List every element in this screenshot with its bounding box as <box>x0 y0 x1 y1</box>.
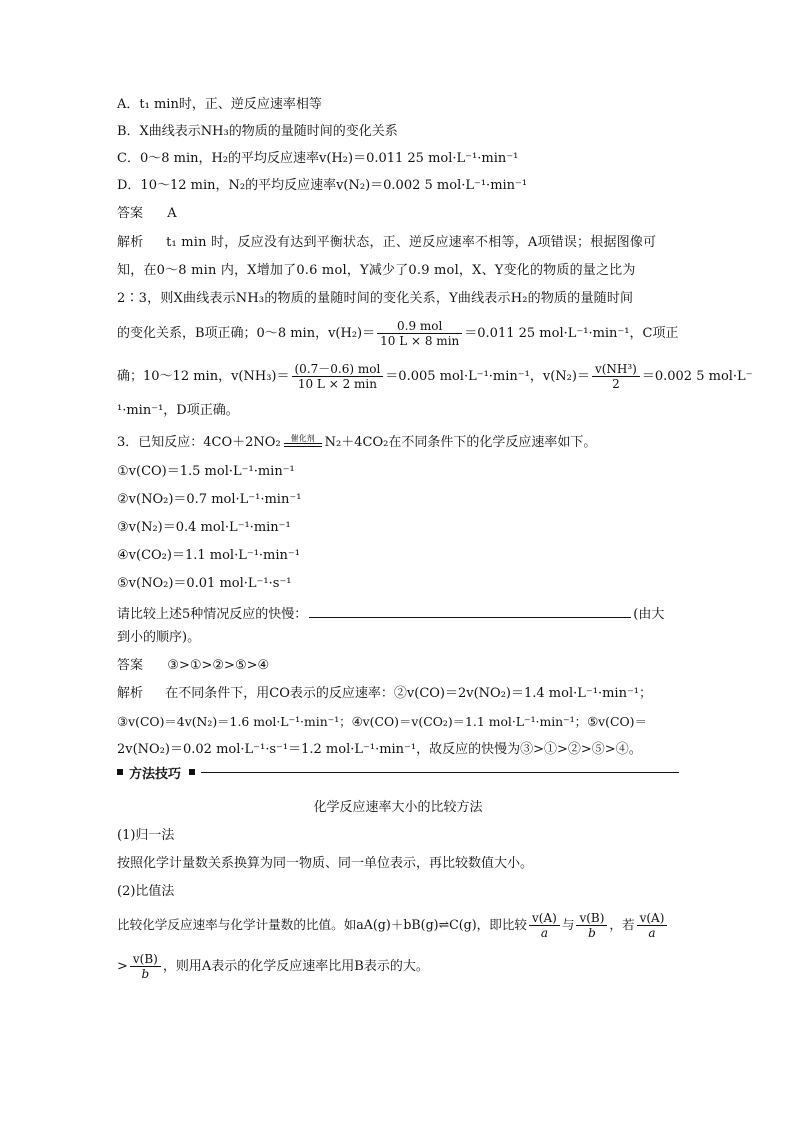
option-c: C．0～8 min，H₂的平均反应速率v(H₂)＝0.011 25 mol·L⁻¹·min⁻¹ <box>117 151 519 166</box>
fraction-numerator: 0.9 mol <box>377 319 462 334</box>
method-text: 与 <box>561 917 575 932</box>
q3-prompt <box>117 603 679 623</box>
rate-item-2: ②v(NO₂)＝0.7 mol·L⁻¹·min⁻¹ <box>117 492 302 507</box>
method-1-body: 按照化学计量数关系换算为同一物质、同一单位表示，再比较数值大小。 <box>117 856 534 871</box>
answer-label: 答案 <box>117 658 144 673</box>
q3-prompt-text: 请比较上述5种情况反应的快慢： <box>117 607 308 622</box>
fraction-numerator: (0.7－0.6) mol <box>292 362 384 377</box>
method-section-divider <box>117 763 679 783</box>
q3-prompt-text: (由大 <box>633 607 665 622</box>
fraction-denominator: 10 L × 2 min <box>297 377 377 391</box>
q3-analysis-line-3: 2v(NO₂)＝0.02 mol·L⁻¹·s⁻¹＝1.2 mol·L⁻¹·min⁻¹，故反应的快慢为③>①>②>⑤>④。 <box>117 742 642 757</box>
q2-analysis-line-5 <box>117 362 753 392</box>
section-label: 方法技巧 <box>129 767 182 782</box>
fraction-numerator: v(NH³) <box>592 362 640 377</box>
analysis-text: ＝0.002 5 mol·L⁻ <box>641 369 753 384</box>
method-text: ，则用A表示的化学反应速率比用B表示的大。 <box>162 959 429 974</box>
fraction-denominator: a <box>540 926 549 940</box>
analysis-label: 解析 <box>117 686 144 701</box>
q2-analysis-line-6: ¹·min⁻¹，D项正确。 <box>117 403 239 418</box>
fraction-denominator: 10 L × 8 min <box>380 334 460 348</box>
rate-item-1: ①v(CO)＝1.5 mol·L⁻¹·min⁻¹ <box>117 464 295 479</box>
fraction-numerator: v(B) <box>130 952 161 967</box>
fraction-nh3-rate <box>292 362 384 391</box>
q2-analysis-line-3: 2∶3，则X曲线表示NH₃的物质的量随时间的变化关系，Y曲线表示H₂的物质的量随时间 <box>117 291 634 306</box>
fraction-va-over-a <box>529 911 560 940</box>
fraction-denominator: b <box>588 926 596 940</box>
rate-item-5: ⑤v(NO₂)＝0.01 mol·L⁻¹·s⁻¹ <box>117 576 292 591</box>
method-2-body-cont <box>117 952 679 982</box>
divider-rule <box>201 772 679 773</box>
method-title: 化学反应速率大小的比较方法 <box>313 800 483 815</box>
method-text: > <box>117 959 128 974</box>
rate-item-3: ③v(N₂)＝0.4 mol·L⁻¹·min⁻¹ <box>117 520 291 535</box>
q3-analysis-line-1 <box>117 684 679 704</box>
q3-stem-text: 3．已知反应：4CO＋2NO₂ <box>117 435 281 450</box>
catalyst-arrow <box>284 433 322 450</box>
method-text: ，若 <box>609 917 635 932</box>
answer-blank[interactable] <box>309 603 631 618</box>
fraction-denominator: b <box>141 967 150 981</box>
q3-answer <box>117 656 679 676</box>
fraction-n2-rate <box>592 362 640 391</box>
q3-prompt-cont: 到小的顺序)。 <box>117 630 201 645</box>
fraction-denominator: 2 <box>612 377 620 391</box>
analysis-text: 的变化关系，B项正确；0～8 min，v(H₂)＝ <box>117 326 376 341</box>
analysis-text: 在不同条件下，用CO表示的反应速率：②v(CO)＝2v(NO₂)＝1.4 mol·L⁻¹·min⁻¹； <box>165 686 653 701</box>
answer-value: A <box>167 206 177 221</box>
q3-analysis-line-2: ③v(CO)＝4v(N₂)＝1.6 mol·L⁻¹·min⁻¹；④v(CO)＝v(CO₂)＝1.1 mol·L⁻¹·min⁻¹；⑤v(CO)＝ <box>117 714 647 729</box>
method-text: 比较化学反应速率与化学计量数的比值。如aA(g)＋bB(g)⇌C(g)，即比较 <box>117 917 528 932</box>
q3-stem <box>117 433 679 453</box>
method-2-title: (2)比值法 <box>117 884 175 899</box>
analysis-text: ＝0.005 mol·L⁻¹·min⁻¹，v(N₂)＝ <box>385 369 590 384</box>
q2-analysis-line-4 <box>117 319 679 349</box>
fraction-numerator: v(A) <box>529 911 560 926</box>
option-a: A．t₁ min时，正、逆反应速率相等 <box>117 97 322 112</box>
fraction-vb-over-b <box>576 911 607 940</box>
analysis-text: t₁ min 时，反应没有达到平衡状态，正、逆反应速率不相等，A项错误；根据图像可 <box>166 235 657 250</box>
option-d: D．10～12 min，N₂的平均反应速率v(N₂)＝0.002 5 mol·L⁻¹·min⁻¹ <box>117 178 528 193</box>
q2-analysis-line-2: 知，在0～8 min 内，X增加了0.6 mol，Y减少了0.9 mol，X、Y变化的物质的量之比为 <box>117 263 636 278</box>
fraction-denominator: a <box>648 926 656 940</box>
fraction-va-over-a <box>637 911 668 940</box>
rate-item-4: ④v(CO₂)＝1.1 mol·L⁻¹·min⁻¹ <box>117 548 300 563</box>
q3-stem-text: N₂＋4CO₂在不同条件下的化学反应速率如下。 <box>324 435 597 450</box>
analysis-label: 解析 <box>117 235 144 250</box>
answer-value: ③>①>②>⑤>④ <box>167 658 270 673</box>
fraction-h2-rate <box>377 319 462 348</box>
q2-answer <box>117 204 679 224</box>
option-b: B．X曲线表示NH₃的物质的量随时间的变化关系 <box>117 124 398 139</box>
answer-label: 答案 <box>117 206 144 221</box>
method-2-body <box>117 910 679 940</box>
analysis-text: ＝0.011 25 mol·L⁻¹·min⁻¹，C项正 <box>464 326 679 341</box>
method-1-title: (1)归一法 <box>117 828 175 843</box>
fraction-numerator: v(B) <box>576 911 607 926</box>
q2-analysis-line-1 <box>117 233 679 253</box>
bullet-square-icon <box>117 769 123 775</box>
analysis-text: 确；10～12 min，v(NH₃)＝ <box>117 369 290 384</box>
fraction-numerator: v(A) <box>637 911 668 926</box>
bullet-square-icon <box>189 769 195 775</box>
fraction-vb-over-b <box>130 952 161 981</box>
catalyst-label: 催化剂 <box>290 433 315 443</box>
